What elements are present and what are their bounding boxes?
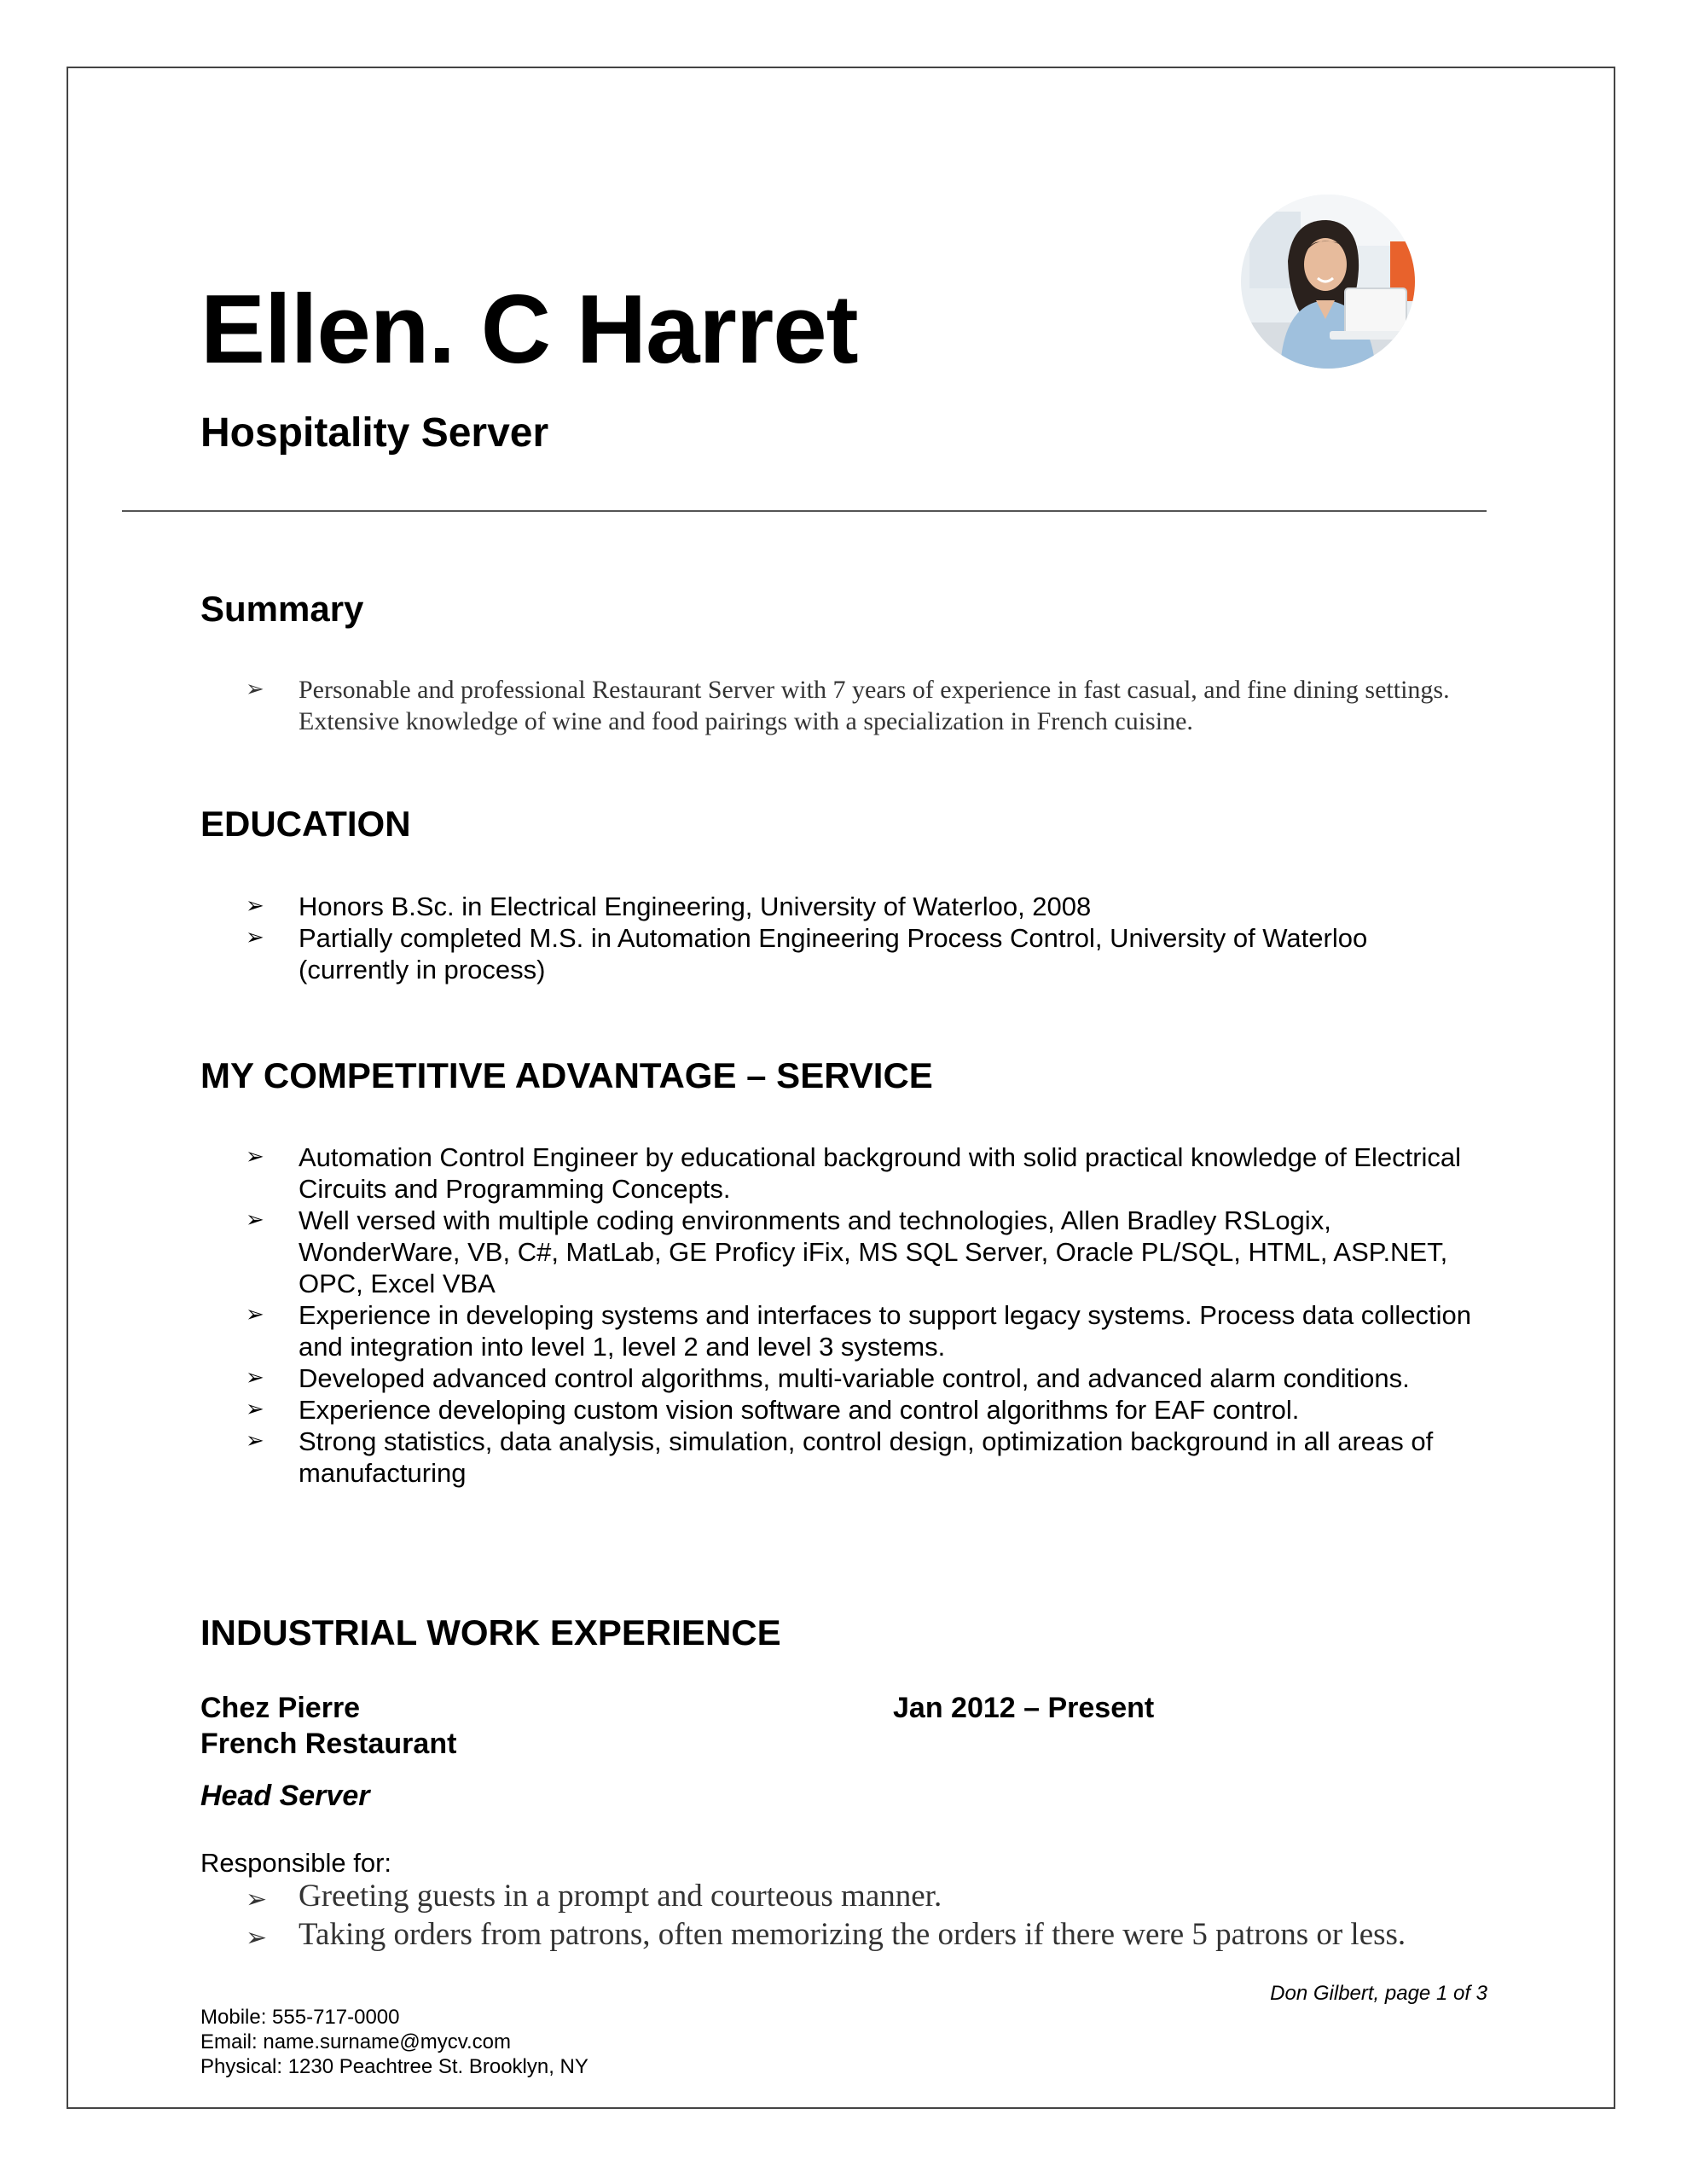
- arrow-bullet-icon: ➢: [246, 1428, 264, 1454]
- list-item: ➢ Experience developing custom vision software and control algorithms for EAF control.: [246, 1395, 1300, 1425]
- arrow-bullet-icon: ➢: [246, 1397, 264, 1422]
- page-footer: Don Gilbert, page 1 of 3: [1270, 1982, 1487, 2005]
- arrow-bullet-icon: ➢: [246, 1144, 264, 1170]
- section-title-experience: INDUSTRIAL WORK EXPERIENCE: [200, 1612, 781, 1653]
- list-item: ➢ Taking orders from patrons, often memorizing the orders if there were 5 patrons or less.: [246, 1915, 1525, 1954]
- list-item: ➢ Personable and professional Restaurant Server with 7 years of experience in fast casual, and fine dining settings. Extensive knowledge of wine and food pairings with a specialization in French cuisine.: [246, 676, 1450, 735]
- education-list: [246, 891, 1440, 985]
- position-title: Head Server: [200, 1780, 370, 1812]
- list-item: ➢ Automation Control Engineer by educational background with solid practical knowledge of Electrical Circuits and Programming Concepts.: [246, 1142, 1462, 1204]
- employer-name: Chez Pierre: [200, 1692, 361, 1724]
- section-title-summary: Summary: [200, 589, 364, 629]
- job-title: Hospitality Server: [200, 410, 549, 456]
- responsible-label: Responsible for:: [200, 1848, 392, 1878]
- employment-dates: Jan 2012 – Present: [893, 1692, 1155, 1724]
- list-item: ➢ Greeting guests in a prompt and courteous manner.: [246, 1877, 1525, 1915]
- contact-email: Email: name.surname@mycv.com: [200, 2030, 512, 2053]
- arrow-bullet-icon: ➢: [246, 893, 264, 919]
- employer-type: French Restaurant: [200, 1728, 457, 1760]
- list-item: ➢ Experience in developing systems and interfaces to support legacy systems. Process data collection and integration into level 1, level 2 and level 3 systems.: [246, 1300, 1472, 1362]
- list-item: ➢ Developed advanced control algorithms, multi-variable control, and advanced alarm conditions.: [246, 1363, 1410, 1393]
- candidate-name: Ellen. C Harret: [200, 276, 858, 384]
- profile-photo: [1241, 195, 1415, 369]
- arrow-bullet-icon: ➢: [246, 677, 264, 702]
- summary-list: [246, 674, 1499, 737]
- list-item: ➢ Well versed with multiple coding environments and technologies, Allen Bradley RSLogix, WonderWare, VB, C#, MatLab, GE Proficy iFix, MS SQL Server, Oracle PL/SQL, HTML, ASP.NET, OPC, Excel VBA: [246, 1205, 1448, 1298]
- list-item: ➢ Honors B.Sc. in Electrical Engineering, University of Waterloo, 2008: [246, 892, 1092, 921]
- header-divider: [122, 510, 1487, 512]
- contact-address: Physical: 1230 Peachtree St. Brooklyn, NY: [200, 2055, 588, 2078]
- arrow-bullet-icon: ➢: [246, 1207, 264, 1233]
- arrow-bullet-icon: ➢: [246, 925, 264, 950]
- section-title-education: EDUCATION: [200, 804, 411, 844]
- arrow-bullet-icon: ➢: [246, 1923, 268, 1953]
- list-item: ➢ Strong statistics, data analysis, simulation, control design, optimization background in all areas of manufacturing: [246, 1426, 1434, 1488]
- arrow-bullet-icon: ➢: [246, 1302, 264, 1327]
- responsibilities-list: [246, 1877, 1525, 1954]
- advantage-list: [246, 1141, 1491, 1489]
- avatar: [1241, 195, 1415, 369]
- arrow-bullet-icon: ➢: [246, 1885, 268, 1914]
- list-item: ➢ Partially completed M.S. in Automation Engineering Process Control, University of Waterloo (currently in process): [246, 923, 1368, 985]
- section-title-advantage: MY COMPETITIVE ADVANTAGE – SERVICE: [200, 1055, 933, 1095]
- contact-mobile: Mobile: 555-717-0000: [200, 2006, 400, 2029]
- arrow-bullet-icon: ➢: [246, 1365, 264, 1391]
